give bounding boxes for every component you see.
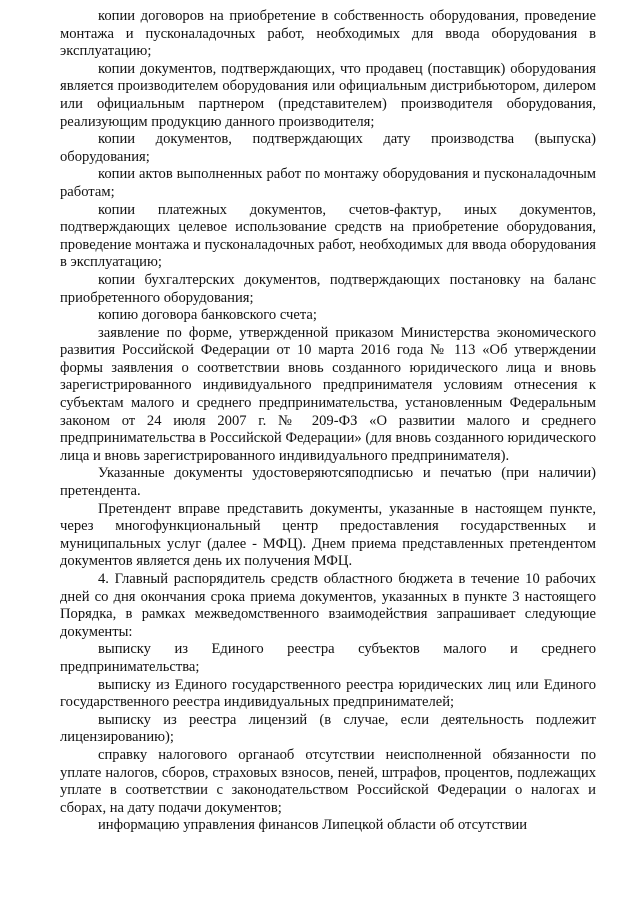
paragraph-contracts: копии договоров на приобретение в собственность оборудования, проведение монтажа и пусконаладочных работ, необходимых для ввода оборудования в эксплуатацию; — [60, 8, 596, 60]
paragraph-payment-docs: копии платежных документов, счетов-фактур, иных документов, подтверждающих целевое использование средств на приобретение оборудования, проведение монтажа и пусконаладочных работ, необходимых для ввода оборудования в эксплуатацию; — [60, 201, 596, 271]
paragraph-finance-info: информацию управления финансов Липецкой области об отсутствии — [98, 817, 528, 834]
paragraph-application-form: заявление по форме, утвержденной приказом Министерства экономического развития Российской Федерации от 10 марта 2016 года № 113 «Об утверждении формы заявления о соответствии вновь созданного юридического лица и вновь зарегистрированного индивидуального предпринимателя условиям отнесения к субъектам малого и среднего предпринимательства, установленным Федеральным законом от 24 июля 2007 г. № 209-ФЗ «О развитии малого и среднего предпринимательства в Российской Федерации» (для вновь созданного юридического лица и вновь зарегистрированного индивидуального предпринимателя). — [60, 324, 596, 464]
paragraph-manufacturer-docs: копии документов, подтверждающих, что продавец (поставщик) оборудования является производителем оборудования или официальным дистрибьютором, дилером или официальным партнером (представителем) производителя оборудования, реализующим продукцию данного производителя; — [60, 60, 596, 130]
paragraph-production-date: копии документов, подтверждающих дату производства (выпуска) оборудования; — [60, 131, 596, 165]
paragraph-tax-certificate: справку налогового органаоб отсутствии неисполненной обязанности по уплате налогов, сборов, страховых взносов, пеней, штрафов, процентов, подлежащих уплате в соответствии с законодательством Российской Федерации о налогах и сборах, на дату подачи документов; — [60, 746, 596, 816]
document-page — [60, 8, 596, 835]
paragraph-work-acts: копии актов выполненных работ по монтажу оборудования и пусконаладочным работам; — [60, 166, 596, 200]
paragraph-item-4: 4. Главный распорядитель средств областного бюджета в течение 10 рабочих дней со дня окончания срока приема документов, указанных в пункте 3 настоящего Порядка, в рамках межведомственного взаимодействия запрашивает следующие документы: — [60, 571, 596, 640]
paragraph-bank-contract: копию договора банковского счета; — [98, 307, 317, 324]
paragraph-sme-registry: выписку из Единого реестра субъектов малого и среднего предпринимательства; — [60, 641, 596, 675]
paragraph-mfc: Претендент вправе представить документы, указанные в настоящем пункте, через многофункциональный центр предоставления государственных и муниципальных услуг (далее - МФЦ). Днем приема представленных претендентом документов является день их получения МФЦ. — [60, 500, 596, 570]
paragraph-certification: Указанные документы удостоверяютсяподписью и печатью (при наличии) претендента. — [60, 465, 596, 500]
paragraph-accounting-docs: копии бухгалтерских документов, подтверждающих постановку на баланс приобретенного оборудования; — [60, 271, 596, 306]
paragraph-license-registry: выписку из реестра лицензий (в случае, если деятельность подлежит лицензированию); — [60, 711, 596, 746]
paragraph-state-registry: выписку из Единого государственного реестра юридических лиц или Единого государственного реестра индивидуальных предпринимателей; — [60, 676, 596, 711]
